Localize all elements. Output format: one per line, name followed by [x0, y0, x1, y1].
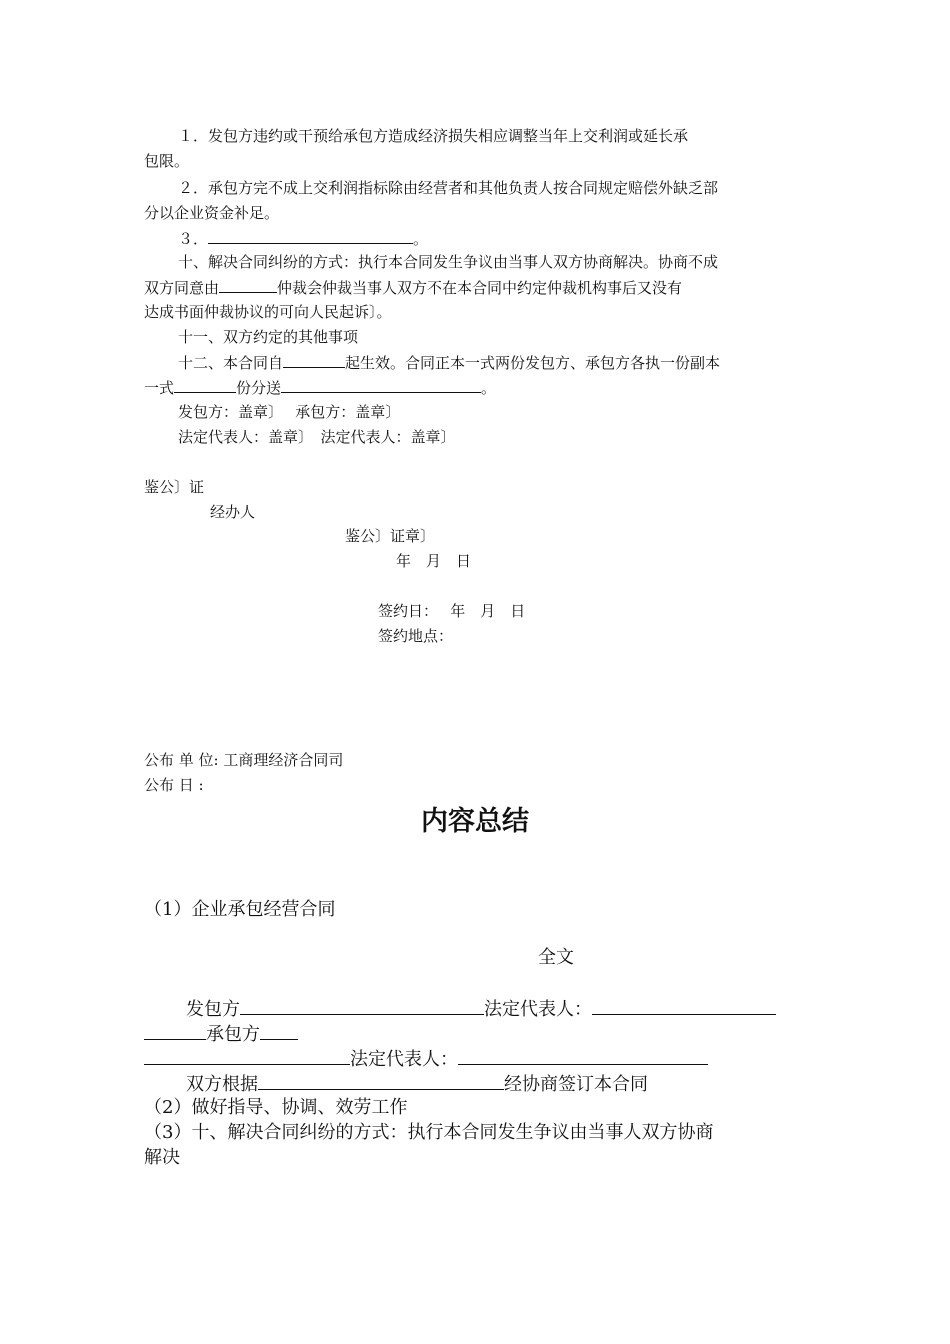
summary-item-2: （2）做好指导、协调、效劳工作	[144, 1097, 408, 1118]
party-a-line	[186, 996, 776, 1022]
party-b-blank[interactable]	[260, 1021, 298, 1040]
section-10-prefix: 双方同意由	[144, 279, 220, 297]
section-12-line-1	[178, 352, 720, 373]
handler-label: 经办人	[210, 503, 256, 521]
clause-1-line-1: １．发包方违约或干预给承包方造成经济损失相应调整当年上交利润或延长承	[178, 127, 689, 145]
fulltext-label: 全文	[538, 947, 574, 968]
basis-blank[interactable]	[258, 1071, 504, 1090]
copies-blank[interactable]	[174, 377, 236, 393]
legal-rep-blank-1-cont[interactable]	[144, 1021, 206, 1040]
party-b-line	[144, 1021, 298, 1047]
summary-title: 内容总结	[421, 806, 529, 837]
section-10-suffix: 仲裁会仲裁当事人双方不在本合同中约定仲裁机构事后又没有	[277, 279, 683, 297]
summary-item-3-line-2: 解决	[144, 1147, 180, 1168]
party-a-label: 发包方	[186, 999, 240, 1020]
section-10-line-1: 十、解决合同纠纷的方式：执行本合同发生争议由当事人双方协商解决。协商不成	[178, 253, 719, 271]
clause-3-prefix: ３．	[178, 230, 209, 248]
legal-rep-label-1: 法定代表人：	[484, 999, 592, 1020]
notary-date: 年 月 日	[396, 552, 472, 570]
effective-date-blank[interactable]	[283, 352, 345, 368]
legal-rep-line-2	[144, 1046, 708, 1072]
notary-label: 鉴公〕证	[144, 478, 205, 496]
legal-rep-blank-2[interactable]	[458, 1046, 708, 1065]
section-12-b-suffix: 。	[481, 379, 497, 397]
clause-3-suffix: 。	[413, 230, 429, 248]
arbitration-blank[interactable]	[219, 277, 277, 293]
section-10-line-2	[144, 277, 682, 298]
basis-prefix: 双方根据	[186, 1074, 258, 1095]
section-12-b-prefix: 一式	[144, 379, 175, 397]
section-12-prefix: 十二、本合同自	[178, 354, 284, 372]
clause-3	[178, 228, 428, 249]
section-12-b-mid: 份分送	[236, 379, 282, 397]
publish-date: 公布 日 :	[144, 776, 204, 794]
party-b-label: 承包方	[206, 1024, 260, 1045]
signature-parties: 发包方：盖章〕 承包方：盖章〕	[178, 403, 401, 421]
section-12-suffix: 起生效。合同正本一式两份发包方、承包方各执一份副本	[345, 354, 721, 372]
basis-suffix: 经协商签订本合同	[504, 1074, 648, 1095]
section-10-line-3: 达成书面仲裁协议的可向人民起诉〕。	[144, 303, 392, 321]
summary-item-1: （1）企业承包经营合同	[144, 899, 336, 920]
clause-1-line-2: 包限。	[144, 152, 190, 170]
signing-date: 签约日： 年 月 日	[378, 602, 526, 620]
clause-2-line-1: ２．承包方完不成上交利润指标除由经营者和其他负责人按合同规定赔偿外缺乏部	[178, 179, 719, 197]
section-11: 十一、双方约定的其他事项	[178, 328, 359, 346]
basis-line	[186, 1071, 648, 1097]
legal-rep-blank-1[interactable]	[592, 996, 776, 1015]
clause-2-line-2: 分以企业资金补足。	[144, 204, 280, 222]
party-b-blank-cont[interactable]	[144, 1046, 350, 1065]
legal-rep-label-2: 法定代表人：	[350, 1049, 458, 1070]
clause-3-blank[interactable]	[208, 228, 413, 244]
signature-legal-reps: 法定代表人：盖章〕 法定代表人：盖章〕	[178, 428, 456, 446]
signing-place: 签约地点：	[378, 627, 454, 645]
party-a-blank[interactable]	[240, 996, 484, 1015]
notary-seal-label: 鉴公〕证章〕	[345, 527, 436, 545]
recipients-blank[interactable]	[281, 377, 481, 393]
section-12-line-2	[144, 377, 496, 398]
summary-item-3-line-1: （3）十、解决合同纠纷的方式：执行本合同发生争议由当事人双方协商	[144, 1122, 714, 1143]
publisher: 公布 单 位: 工商理经济合同司	[144, 751, 344, 769]
